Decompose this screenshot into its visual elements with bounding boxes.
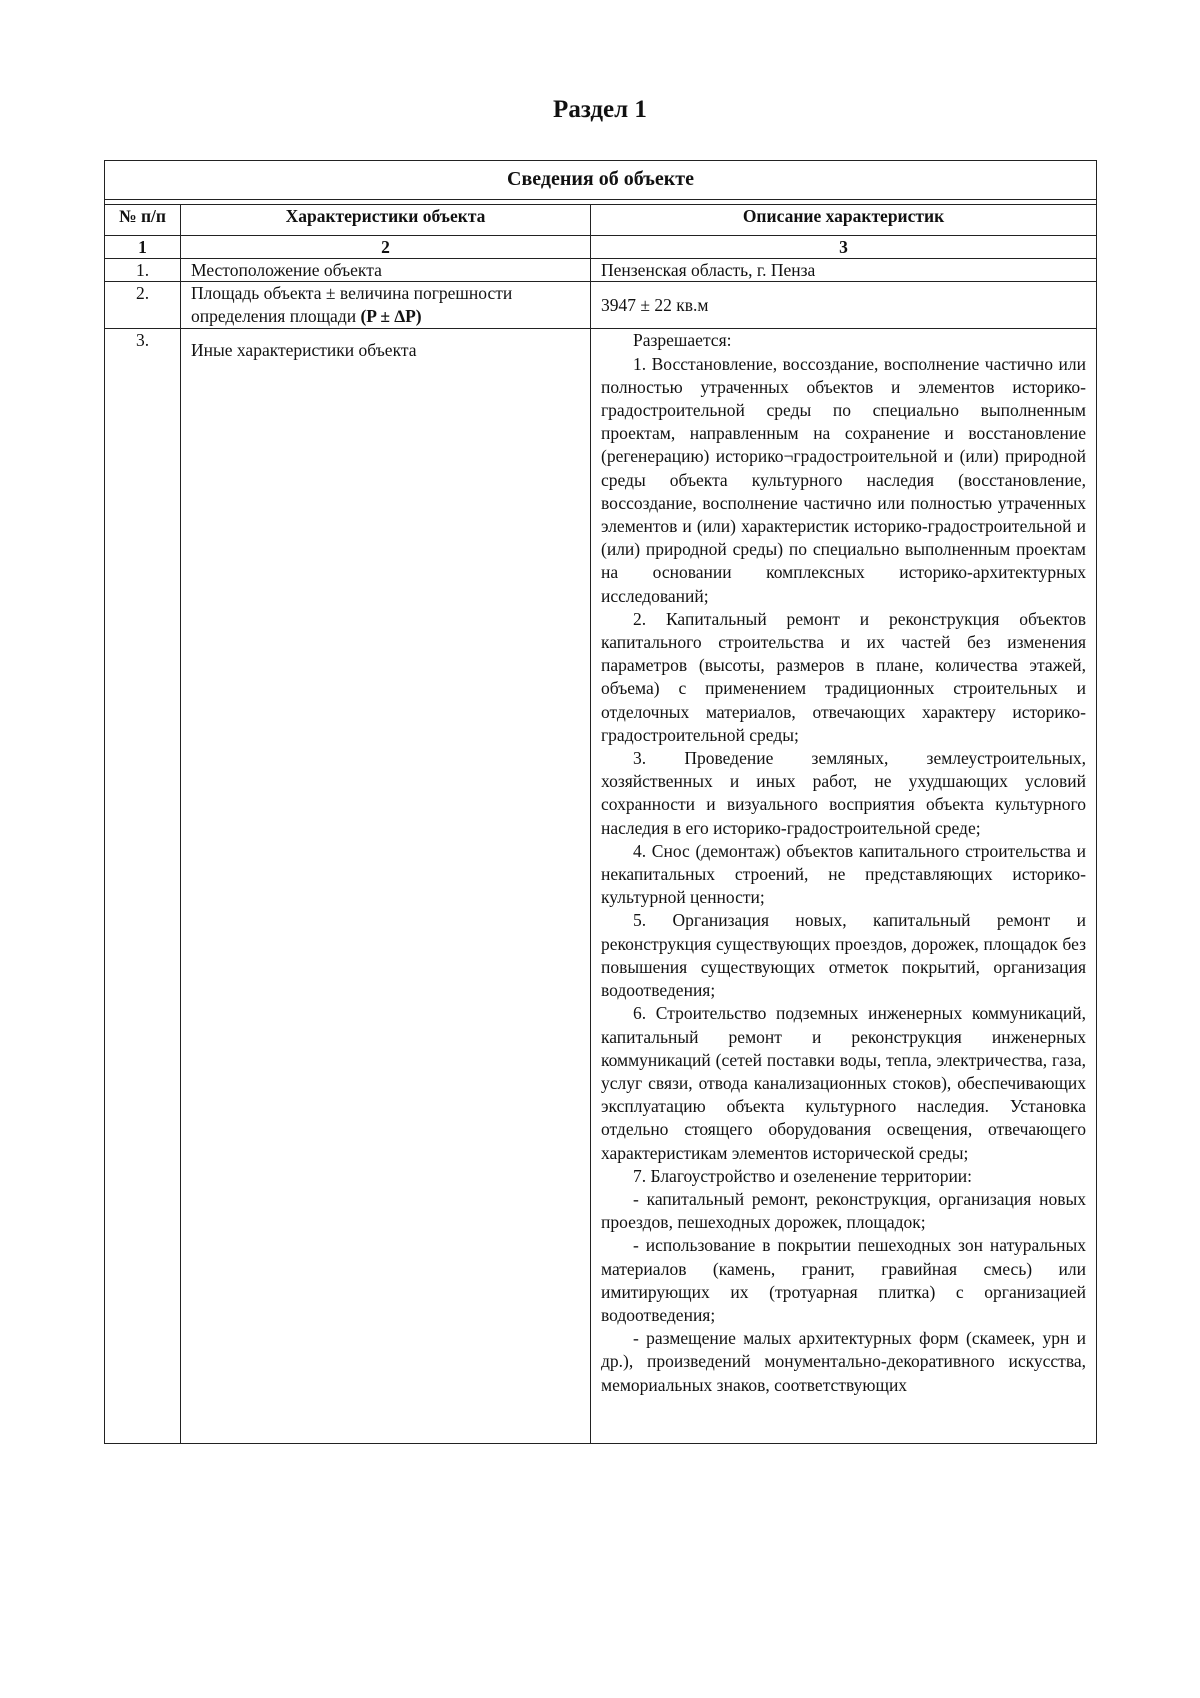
column-number-3: 3 <box>591 236 1097 259</box>
permitted-item-2: 2. Капитальный ремонт и реконструкция объектов капитального строительства и их частей без изменения параметров (высоты, размеров в плане, количества этажей, объема) с применением традиционных строительных и отделочных материалов, отвечающих характеру историко-градостроительной среды; <box>601 608 1086 745</box>
row-characteristic <box>181 282 591 329</box>
permitted-item-5: 5. Организация новых, капитальный ремонт и реконструкция существующих проездов, дорожек, площадок без повышения существующих отметок покрытий, организация водоотведения; <box>601 910 1086 1001</box>
permitted-item-7: 7. Благоустройство и озеленение территории: <box>633 1165 973 1186</box>
characteristic-line-1: Площадь объекта ± величина погрешности <box>191 283 513 303</box>
header-number: № п/п <box>105 205 181 236</box>
permitted-item-1: 1. Восстановление, воссоздание, восполнение частично или полностью утраченных объектов и элементов историко-градостроительной среды по специально выполненным проектам, направленным на сохранение и восстановление (регенерацию) историко¬градостроительной и (или) природной среды объекта культурного наследия (восстановление, воссоздание, восполнение частично или полностью утраченных элементов и (или) характеристик историко-градостроительной и (или) природной среды) по специально выполненным проектам на основании комплексных историко-архитектурных исследований; <box>601 353 1086 606</box>
column-number-1: 1 <box>105 236 181 259</box>
characteristic-formula: (P ± ∆P) <box>360 306 422 327</box>
table-row <box>105 259 1097 282</box>
table-caption: Сведения об объекте <box>105 161 1097 200</box>
column-number-2: 2 <box>181 236 591 259</box>
table-row <box>105 282 1097 329</box>
permitted-item-3: 3. Проведение земляных, землеустроительных, хозяйственных и иных работ, не ухудшающих условий сохранности и визуального восприятия объекта культурного наследия в его историко-градостроительной среде; <box>601 748 1086 838</box>
permitted-subitem-3: - размещение малых архитектурных форм (скамеек, урн и др.), произведений монументально-декоративного искусства, мемориальных знаков, соответствующих <box>601 1328 1086 1395</box>
section-title: Раздел 1 <box>553 96 647 123</box>
row-description: Пензенская область, г. Пенза <box>591 259 1097 282</box>
header-characteristics: Характеристики объекта <box>181 205 591 236</box>
table-row <box>105 329 1097 1444</box>
permitted-heading: Разрешается: <box>633 330 732 351</box>
row-number: 1. <box>105 259 181 282</box>
object-info-table <box>104 160 1097 1444</box>
permitted-subitem-2: - использование в покрытии пешеходных зон натуральных материалов (камень, гранит, гравийная смесь) или имитирующих их (тротуарная плитка) с организацией водоотведения; <box>601 1235 1086 1325</box>
characteristic-line-2: определения площади <box>191 306 361 327</box>
row-number: 3. <box>105 329 181 1444</box>
permitted-item-4: 4. Снос (демонтаж) объектов капитального строительства и некапитальных строений, не представляющих историко-культурной ценности; <box>601 840 1086 908</box>
permitted-subitem-1: - капитальный ремонт, реконструкция, организация новых проездов, пешеходных дорожек, площадок; <box>601 1188 1086 1233</box>
row-description <box>591 329 1097 1444</box>
row-number: 2. <box>105 282 181 329</box>
header-description: Описание характеристик <box>591 205 1097 236</box>
row-description: 3947 ± 22 кв.м <box>591 282 1097 329</box>
row-characteristic: Местоположение объекта <box>181 259 591 282</box>
row-characteristic: Иные характеристики объекта <box>181 329 591 1444</box>
permitted-item-6: 6. Строительство подземных инженерных коммуникаций, капитальный ремонт и реконструкция инженерных коммуникаций (сетей поставки воды, тепла, электричества, газа, услуг связи, отвода канализационных стоков), обеспечивающих эксплуатацию объекта культурного наследия. Установка отдельно стоящего оборудования освещения, отвечающего характеристикам элементов исторической среды; <box>601 1003 1086 1163</box>
